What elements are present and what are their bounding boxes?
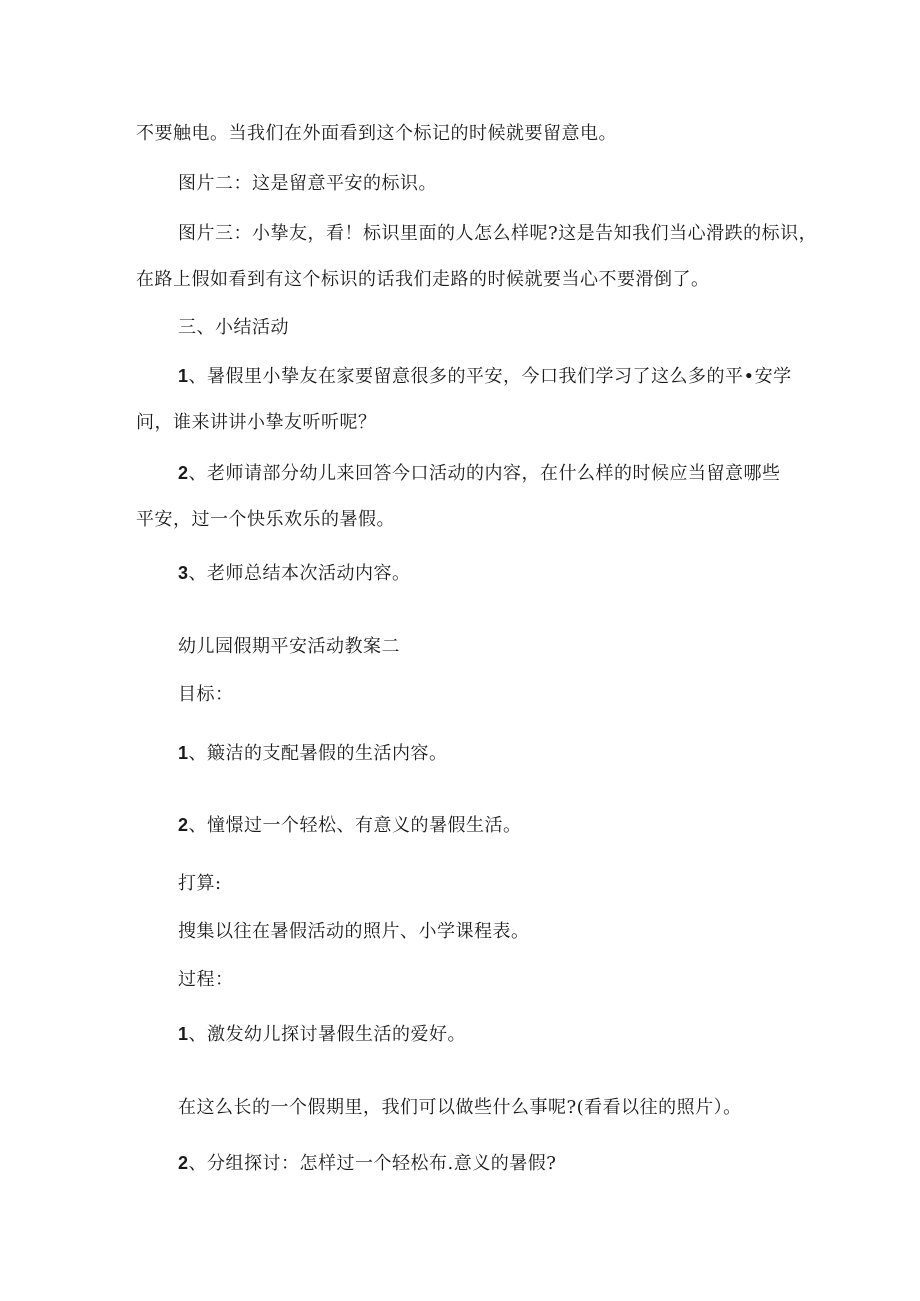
list-item [178,561,411,586]
section-heading: 三、小结活动 [178,317,289,338]
paragraph-line: 图片三：小挚友，看！标识里面的人怎么样呢?这是告知我们当心滑跌的标识， [178,223,818,244]
paragraph-line: 搜集以往在暑假活动的照片、小学课程表。 [178,921,530,942]
paragraph-line: 在路上假如看到有这个标识的话我们走路的时候就要当心不要滑倒了。 [136,269,710,290]
list-item [178,813,522,838]
list-text: 、分组探讨：怎样过一个轻松布.意义的暑假? [188,1153,557,1174]
list-number: 2 [178,463,189,483]
section-heading: 打算: [178,873,222,894]
list-text: 、憧憬过一个轻松、有意义的暑假生活。 [188,815,522,836]
list-item [178,461,781,486]
list-number: 1 [178,366,189,386]
list-number: 2 [178,815,189,835]
list-number: 3 [178,563,189,583]
list-text: 、激发幼儿探讨暑假生活的爱好。 [188,1024,467,1045]
document-title: 幼儿园假期平安活动教案二 [178,636,400,657]
list-item [178,1151,556,1176]
list-text: 、簸洁的支配暑假的生活内容。 [188,743,448,764]
section-heading: 目标： [178,684,234,705]
list-item [178,1022,466,1047]
list-item [178,741,448,766]
section-heading: 过程： [178,969,234,990]
paragraph-line: 问，谁来讲讲小挚友听听呢？ [136,412,377,433]
list-item [178,364,792,389]
paragraph-line: 平安，过一个快乐欢乐的暑假。 [136,509,395,530]
list-number: 1 [178,1024,189,1044]
paragraph-line: 图片二：这是留意平安的标识。 [178,173,437,194]
list-number: 1 [178,743,189,763]
list-text: 、暑假里小挚友在家要留意很多的平安，今口我们学习了这么多的平•安学 [188,366,792,387]
paragraph-line: 在这么长的一个假期里，我们可以做些什么事呢?(看看以往的照片）。 [178,1097,742,1118]
list-number: 2 [178,1153,189,1173]
paragraph-line: 不要触电。当我们在外面看到这个标记的时候就要留意电。 [136,123,617,144]
list-text: 、老师请部分幼儿来回答今口活动的内容，在什么样的时候应当留意哪些 [188,463,781,484]
list-text: 、老师总结本次活动内容。 [188,563,411,584]
